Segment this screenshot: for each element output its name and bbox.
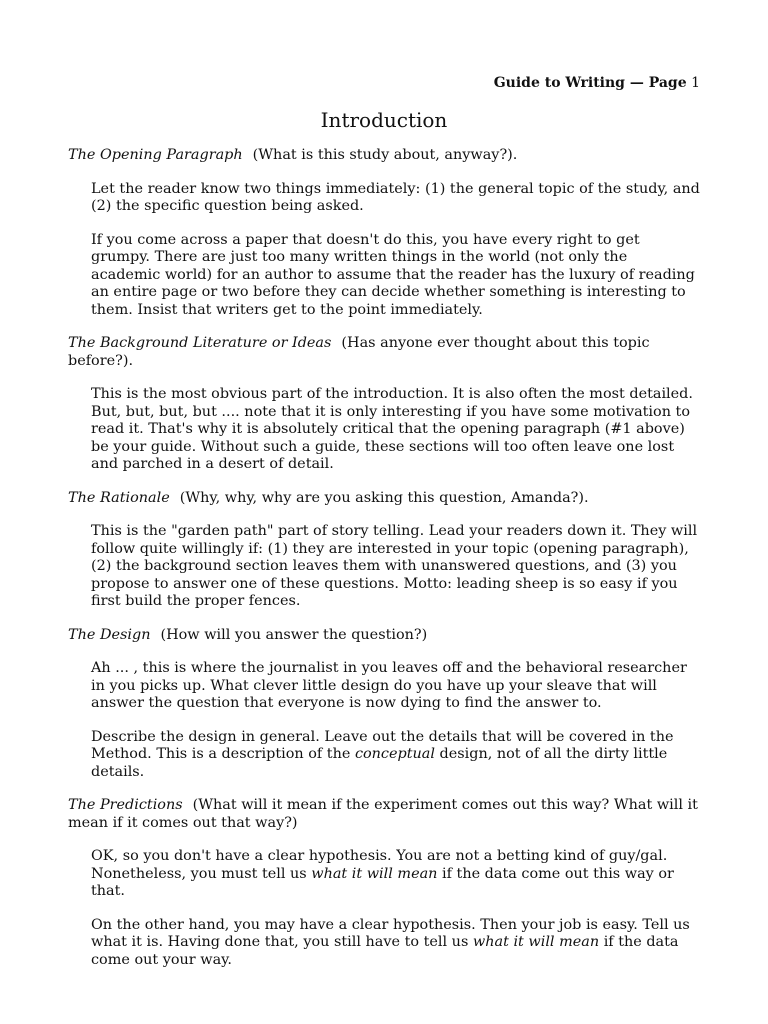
section-name: The Opening Paragraph	[68, 147, 243, 163]
page-title: Introduction	[320, 108, 448, 132]
section-heading	[68, 147, 700, 165]
section-heading	[68, 335, 700, 370]
section-name: The Background Literature or Ideas	[68, 335, 332, 351]
section-question: (What will it mean if the experiment comes out this way? What will it mean if it comes out that way?)	[68, 797, 698, 831]
body-paragraph: OK, so you don't have a clear hypothesis. You are not a betting kind of guy/gal. Nonetheless, you must tell us what it will mean if the data come out this way or that.	[91, 848, 674, 899]
body-paragraph: On the other hand, you may have a clear hypothesis. Then your job is easy. Tell us what it is. Having done that, you still have to tell us what it will mean if the data come out your way.	[91, 916, 690, 968]
body-paragraph: Describe the design in general. Leave out the details that will be covered in the Method. This is a description of the conceptual design, not of all the dirty little details.	[91, 728, 674, 780]
section-question: (What is this study about, anyway?).	[252, 147, 518, 163]
section-heading	[68, 797, 700, 832]
page-number: 1	[691, 75, 700, 91]
section-name: The Rationale	[68, 489, 170, 506]
body-paragraph: This is the most obvious part of the introduction. It is also often the most detailed. But, but, but, but .... note that it is only interesting if you have some motivation to read it. That's why it is absolutely critical that the opening paragraph (#1 above) be your guide. Without such a guide, these sections will too often leave one lost and parched in a desert of detail.	[91, 386, 693, 472]
emphasis: what it will mean	[472, 934, 600, 950]
body-paragraph: Let the reader know two things immediately: (1) the general topic of the study, and (2) the specific question being asked.	[91, 180, 700, 214]
section-question: (Has anyone ever thought about this topic before?).	[68, 335, 650, 369]
body-paragraph: This is the "garden path" part of story telling. Lead your readers down it. They will follow quite willingly if: (1) they are interested in your topic (opening paragraph), (2) the background section leaves them with unanswered questions, and (3) you propose to answer one of these questions. Motto: leading sheep is so easy if you first build the proper fences.	[91, 523, 698, 609]
emphasis: what it will mean	[311, 865, 438, 882]
document-body	[68, 147, 700, 985]
section-heading	[68, 490, 700, 508]
running-head	[494, 74, 700, 92]
body-paragraph: Ah ... , this is where the journalist in you leaves off and the behavioral researcher in you picks up. What clever little design do you have up your sleave that will answer the question that everyone is now dying to find the answer to.	[91, 660, 687, 711]
section-question: (How will you answer the question?)	[160, 626, 428, 643]
section-name: The Predictions	[68, 797, 183, 813]
emphasis: conceptual	[354, 746, 435, 762]
section-heading	[68, 627, 700, 645]
body-paragraph: If you come across a paper that doesn't do this, you have every right to get grumpy. There are just too many written things in the world (not only the academic world) for an author to assume that the reader has the luxury of reading an entire page or two before they can decide whether something is interesting to them. Insist that writers get to the point immediately.	[91, 231, 695, 318]
section-name: The Design	[68, 626, 151, 643]
section-question: (Why, why, why are you asking this question, Amanda?).	[179, 489, 589, 506]
running-head-text: Guide to Writing — Page	[493, 75, 687, 91]
